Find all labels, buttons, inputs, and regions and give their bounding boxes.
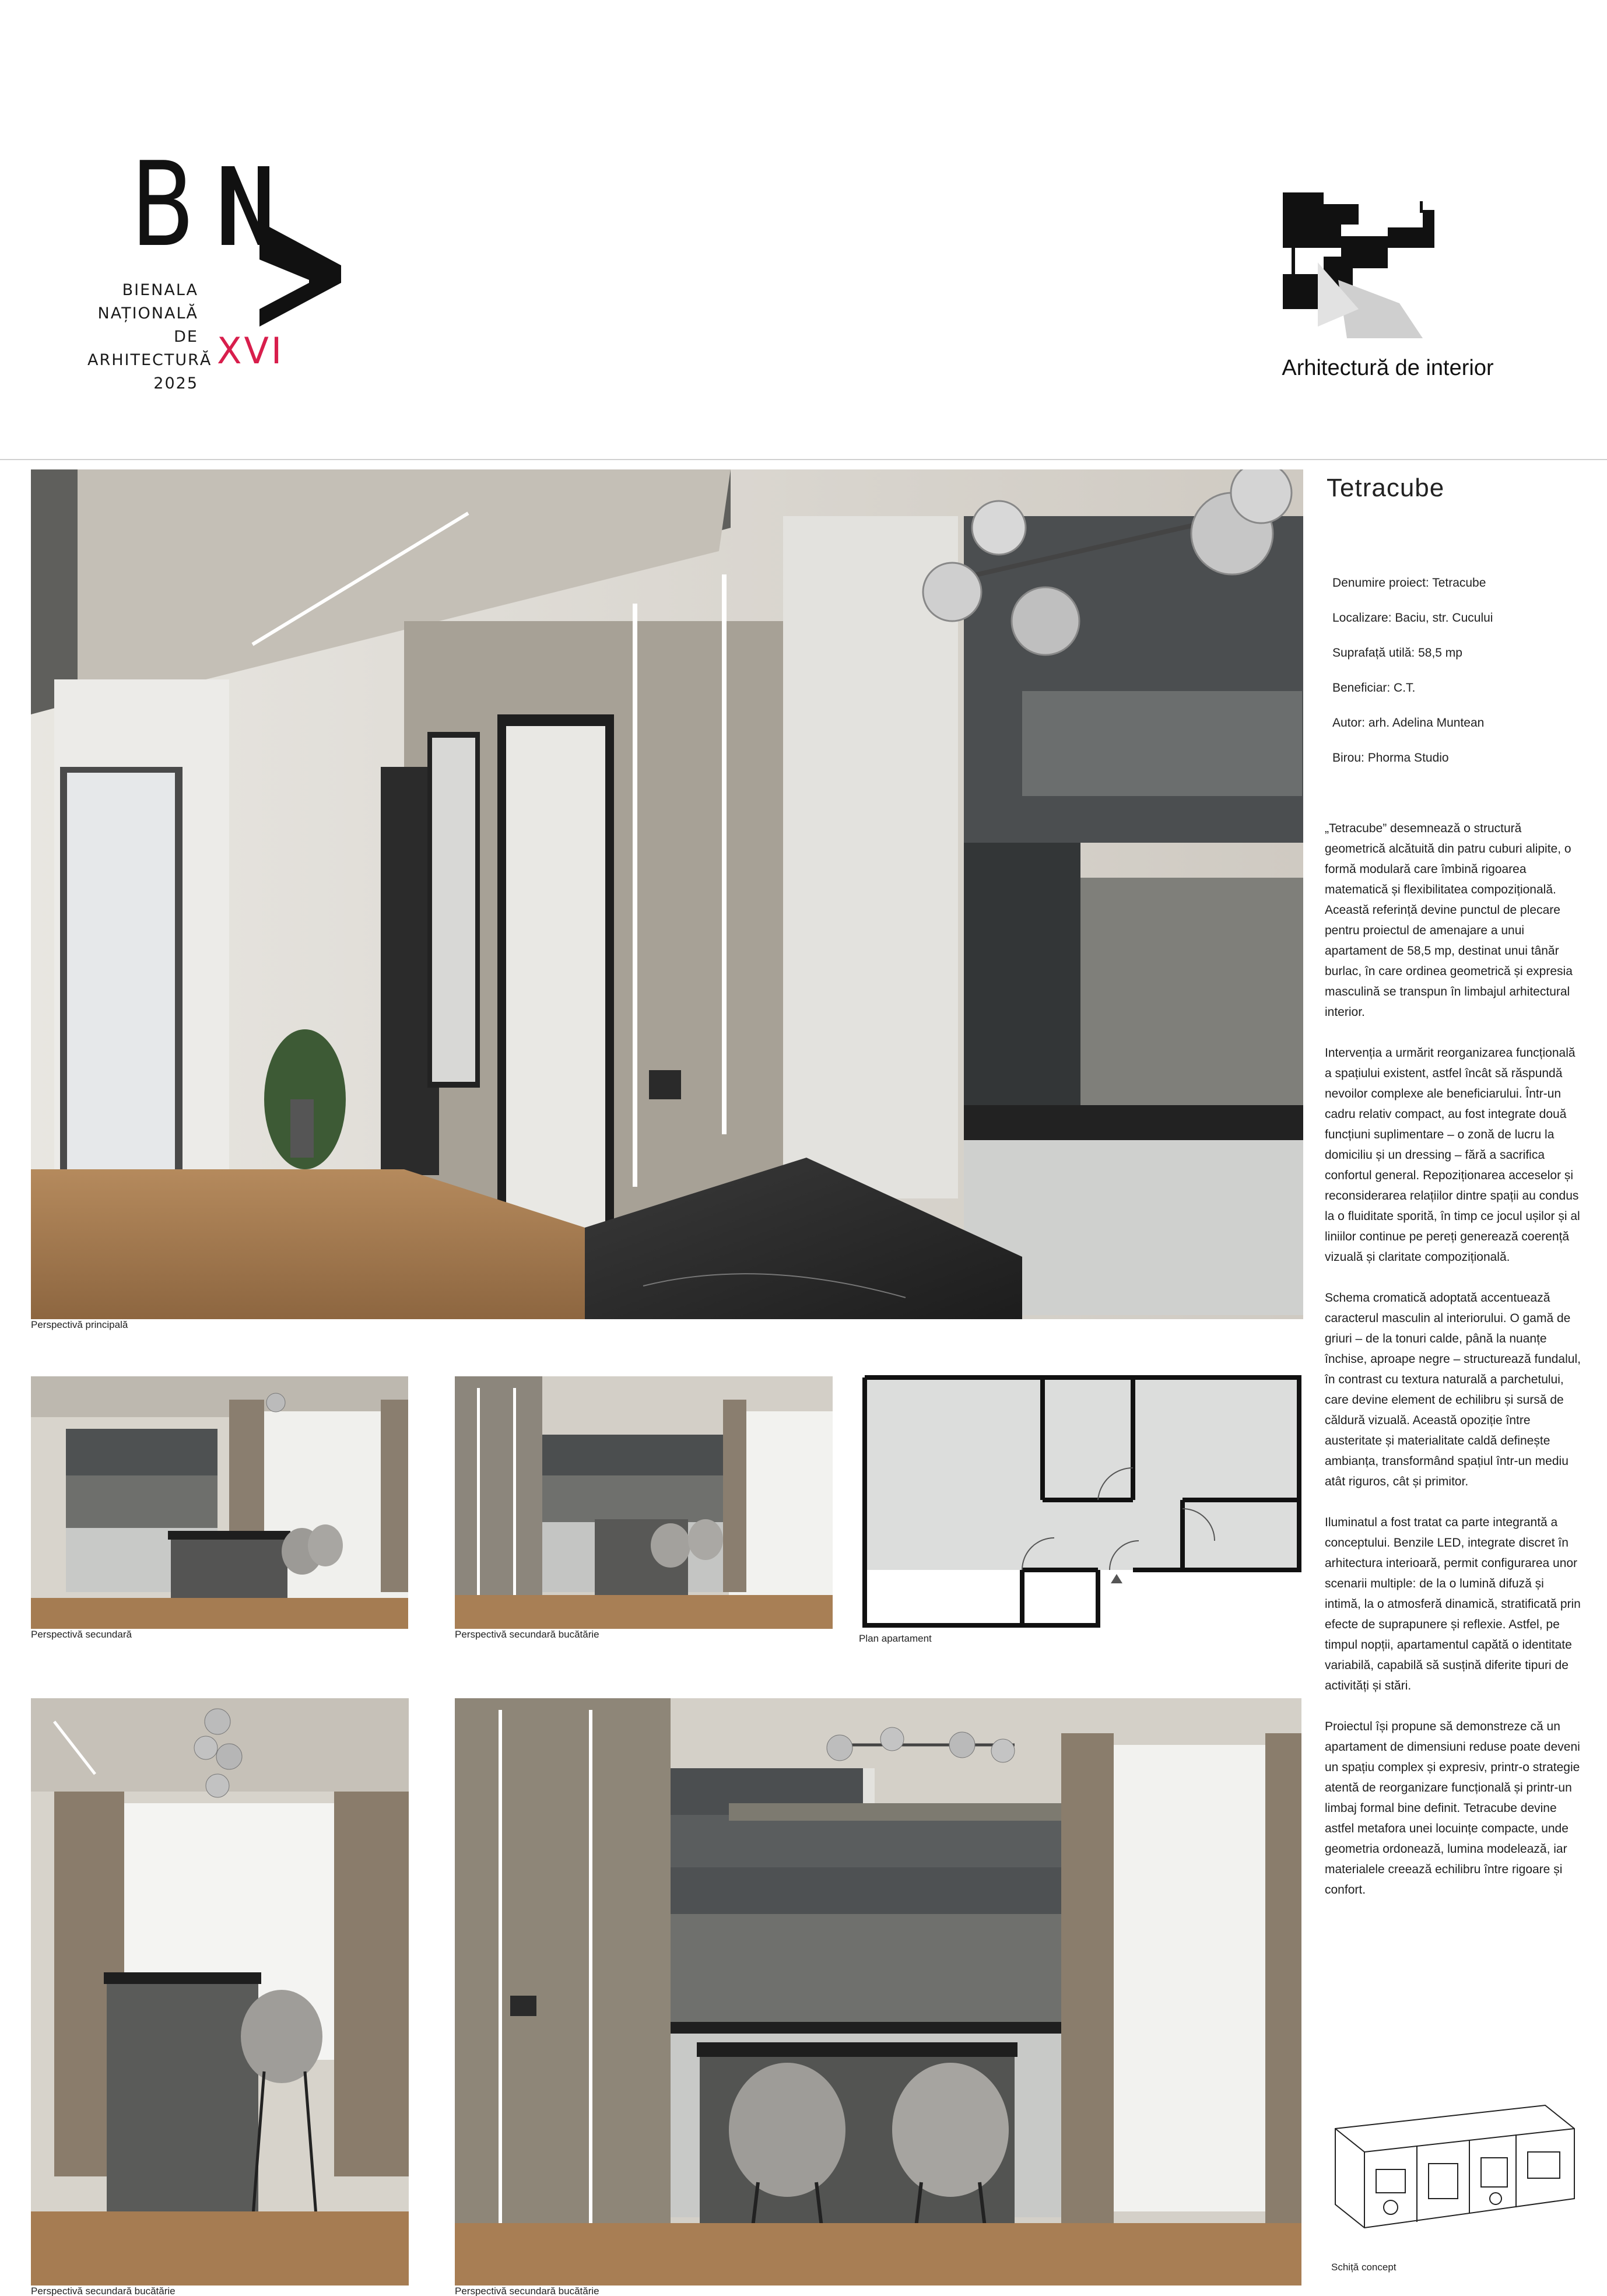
secondary-kitchen-photo-2 [31,1698,409,2286]
spec-location: Localizare: Baciu, str. Cucului [1332,611,1493,625]
spec-area: Suprafață utilă: 58,5 mp [1332,646,1462,660]
caption-concept-sketch: Schiță concept [1331,2262,1397,2273]
apartment-floor-plan [859,1375,1305,1629]
caption-kitchen-3: Perspectivă secundară bucătărie [455,2286,599,2296]
spec-author: Autor: arh. Adelina Muntean [1332,716,1485,730]
bna-line: DE [174,328,198,346]
section-label: Arhitectură de interior [1282,356,1494,380]
bna-line: NAȚIONALĂ [97,304,198,323]
header-divider [0,459,1607,460]
bna-line: 2025 [153,374,198,392]
caption-kitchen-1: Perspectivă secundară bucătărie [455,1629,599,1640]
secondary-kitchen-photo-3 [455,1698,1301,2286]
project-specs [1332,566,1577,776]
bna-edition: XVI [217,329,285,372]
bna-line: ARHITECTURĂ [87,351,212,369]
bna-title-block [87,279,212,395]
spec-beneficiary: Beneficiar: C.T. [1332,681,1416,695]
secondary-kitchen-photo-1 [455,1376,833,1629]
description-paragraph: Iluminatul a fost tratat ca parte integrantă a conceptului. Benzile LED, integrate discret în arhitectura interioară, permit configurarea unor scenarii multiple: de la o lumină difuză și intimă, la o atmosferă dinamică, stratificată prin efecte de suprapunere și reflexie. Astfel, pe timpul nopții, apartamentul capătă o identitate variabilă, capabilă să susțină diferite tipuri de activități și stări. [1325,1516,1581,1692]
bna-logo-a [259,222,341,327]
bna-line: BIENALA [122,281,198,299]
description-paragraph: Proiectul își propune să demonstreze că un apartament de dimensiuni reduse poate deveni un spațiu complex și expresiv, printr-o strategie atentă de reorganizare funcțională și printr-un limbaj formal bine definit. Tetracube devine astfel metafora unei locuințe compacte, unde geometria ordonează, lumina modelează, iar materialele creează echilibru între rigoare și confort. [1325,1720,1580,1897]
secondary-perspective-photo [31,1376,408,1629]
description-paragraph: Schema cromatică adoptată accentuează caracterul masculin al interiorului. O gamă de griuri – de la tonuri calde, până la nuanțe închise, aproape negre – structurează fundalul, în contrast cu textura naturală a parchetului, care devine element de echilibru și sursă de căldură vizuală. Această opoziție între austeritate și materialitate caldă definește ambianța, transformând spațiul într-un mediu atât riguros, cât și primitor. [1325,1291,1581,1488]
bna-logo-b: B [131,136,195,273]
spec-project-name: Denumire proiect: Tetracube [1332,576,1486,590]
concept-sketch [1324,2094,1580,2251]
main-perspective-photo [31,469,1303,1319]
project-description [1325,818,1581,1920]
description-paragraph: „Tetracube” desemnează o structură geometrică alcătuită din patru cuburi alipite, o formă modulară care îmbină rigoarea matematică și flexibilitatea compozițională. Această referință devine punctul de plecare pentru proiectul de amenajare a unui apartament de 58,5 mp, destinat unui tânăr burlac, în care ordinea geometrică și expresia masculină se transpun în limbajul arhitectural interior. [1325,822,1573,1019]
project-title: Tetracube [1327,474,1445,502]
spec-office: Birou: Phorma Studio [1332,751,1449,765]
interior-architecture-logo [1283,192,1452,344]
caption-main-perspective: Perspectivă principală [31,1319,128,1330]
description-paragraph: Intervenția a urmărit reorganizarea funcțională a spațiului existent, astfel încât să răspundă nevoilor complexe ale beneficiarului. Într-un cadru relativ compact, au fost integrate două funcțiuni suplimentare – o zonă de lucru la domiciliu și un dressing – fără a sacrifica confortul general. Repoziționarea acceselor și reconsiderarea relațiilor dintre spații au condus la o fluiditate sporită, în timp ce jocul ușilor și al liniilor continue pe pereți generează coerență vizuală și claritate compozițională. [1325,1046,1580,1264]
caption-secondary-perspective: Perspectivă secundară [31,1629,132,1640]
caption-floor-plan: Plan apartament [859,1633,932,1644]
caption-kitchen-2: Perspectivă secundară bucătărie [31,2286,176,2296]
